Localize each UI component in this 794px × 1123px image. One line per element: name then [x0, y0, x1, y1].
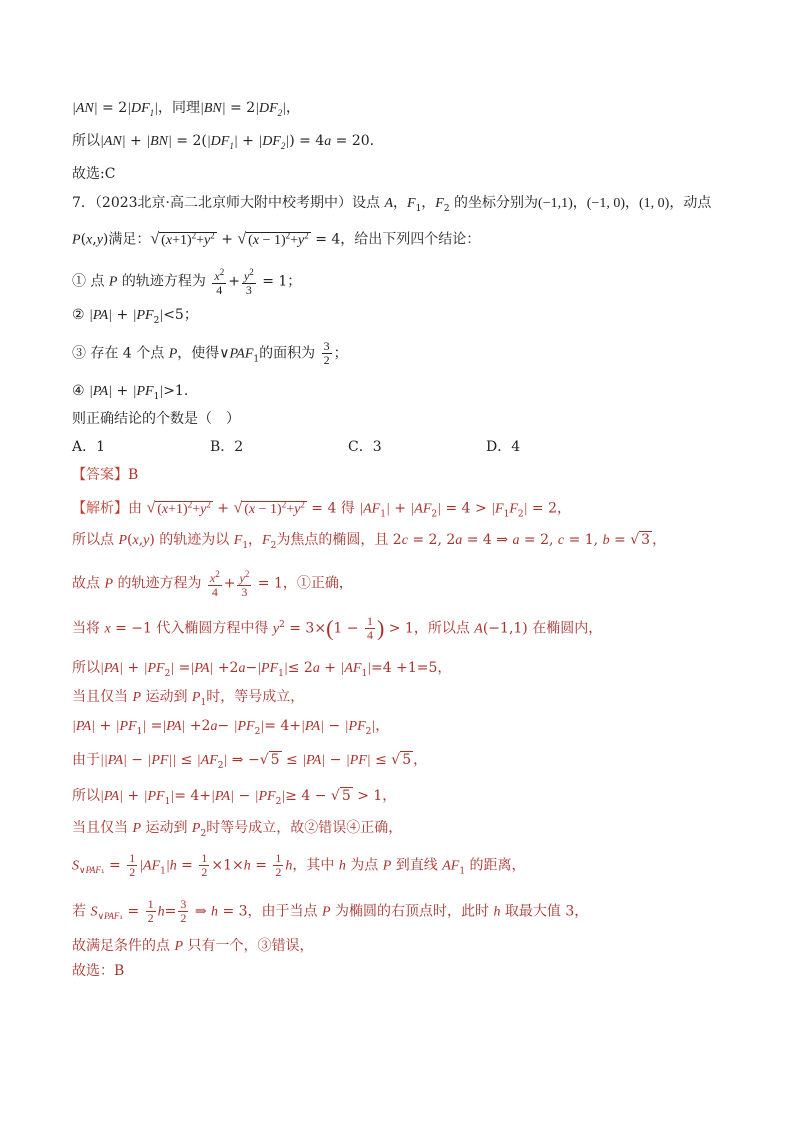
- option-c: C．3: [348, 439, 382, 455]
- analysis-line-11: $S_{\vee PAF_1}$ = $\frac{1}{2}$ $|AF_1|h$ = $\frac{1}{2}$ ×1×h = $\frac{1}{2}$ h，其中 h 为点 P 到直线 $AF_1$ 的距离，: [72, 851, 526, 879]
- q7-condition: P(x,y)满足：√ $(x+1)^2+y^2$ + √ $(x - 1)^2+y^2 = 4$，给出下列四个结论：: [72, 230, 481, 248]
- option-d: D．4: [486, 439, 521, 455]
- analysis-line-2: 所以点 P(x,y) 的轨迹为以 $F_1$，$F_2$为焦点的椭圆，且 2c = 2, 2a = 4 ⇒ a = 2, c = 1, b = √ 3 ，: [72, 532, 667, 551]
- conclusion-3: ③ 存在 4 个点 P，使得$\vee PAF_1$的面积为 $\frac{3}{2}$ ；: [72, 339, 348, 367]
- question-prompt: 则正确结论的个数是（ ）: [72, 411, 240, 427]
- prev-answer: 故选:C: [72, 166, 116, 182]
- analysis-line-1: 【解析】由 √ $(x+1)^2+y^2$ + √ $(x - 1)^2+y^2 = 4$ 得 $|AF_1| + |AF_2| = 4 > |F_1F_2| = 2$，: [72, 499, 572, 520]
- prev-line-2: 所以$|AN| + |BN| = 2(|DF_1| + |DF_2|) = 4a = 20$．: [72, 133, 384, 151]
- analysis-line-6: 当且仅当 P 运动到 $P_1$时，等号成立，: [72, 689, 305, 708]
- prev-line-1: $|AN| = 2|DF_1|$，同理$|BN| = 2|DF_2|$，: [72, 100, 301, 118]
- analysis-line-10: 当且仅当 P 运动到 $P_2$时等号成立，故②错误④正确，: [72, 820, 403, 839]
- answer-line: [72, 465, 138, 485]
- analysis-line-13: 故满足条件的点 P 只有一个，③错误，: [72, 938, 314, 954]
- analysis-line-14: 故选：B: [72, 963, 125, 979]
- option-a: A．1: [72, 439, 106, 455]
- analysis-tag: 【解析】: [72, 500, 128, 517]
- conclusion-4: ④ $|PA| + |PF_1|>1$.: [72, 383, 189, 402]
- analysis-line-5: 所以$|PA| + |PF_2| =|PA| +2a-|PF_1|\le 2a + |AF_1|=4 +1=5$，: [72, 660, 452, 679]
- conclusion-1: ① 点 P 的轨迹方程为 $\frac{x^2}{4}$ + $\frac{y^2}{3}$ = 1；: [72, 267, 302, 297]
- options-row: [72, 437, 624, 457]
- analysis-line-4: 当将 x = −1 代入椭圆方程中得 $y^2 = 3\times(1$ − $\frac{1}{4}$ ) > 1，所以点 A(−1,1) 在椭圆内，: [72, 614, 603, 643]
- answer-tag: 【答案】: [72, 467, 128, 483]
- analysis-line-9: 所以$|PA| + |PF_1|= 4+|PA| - |PF_2|\ge 4$ − √ 5 > 1，: [72, 788, 397, 807]
- option-b: B．2: [210, 439, 244, 455]
- analysis-line-8: 由于$||PA| - |PF|| \le |AF_2|$ ⇒ −√ 5 ≤ |PA| − |PF| ≤ √ 5 ，: [72, 752, 428, 771]
- analysis-line-12: 若 $S_{\vee PAF_1}$ = $\frac{1}{2}$ h= $\frac{3}{2}$ ⇒ h = 3，由于当点 P 为椭圆的右顶点时，此时 h 取最大值 3，: [72, 897, 589, 925]
- analysis-line-7: $|PA| + |PF_1| =|PA| +2a- |PF_2|= 4+|PA| - |PF_2|$，: [72, 718, 390, 737]
- answer-value: B: [128, 467, 139, 483]
- analysis-line-3: 故点 P 的轨迹方程为 $\frac{x^2}{4}$ + $\frac{y^2}{3}$ = 1，①正确，: [72, 569, 353, 599]
- q7-header: 7．（2023北京·高二北京师大附中校考期中）设点 A，$F_1$，$F_2$ 的坐标分别为(−1,1)，(−1, 0)，(1, 0)，动点: [72, 195, 712, 214]
- conclusion-2: ② $|PA| + |PF_2|<5$；: [72, 307, 198, 326]
